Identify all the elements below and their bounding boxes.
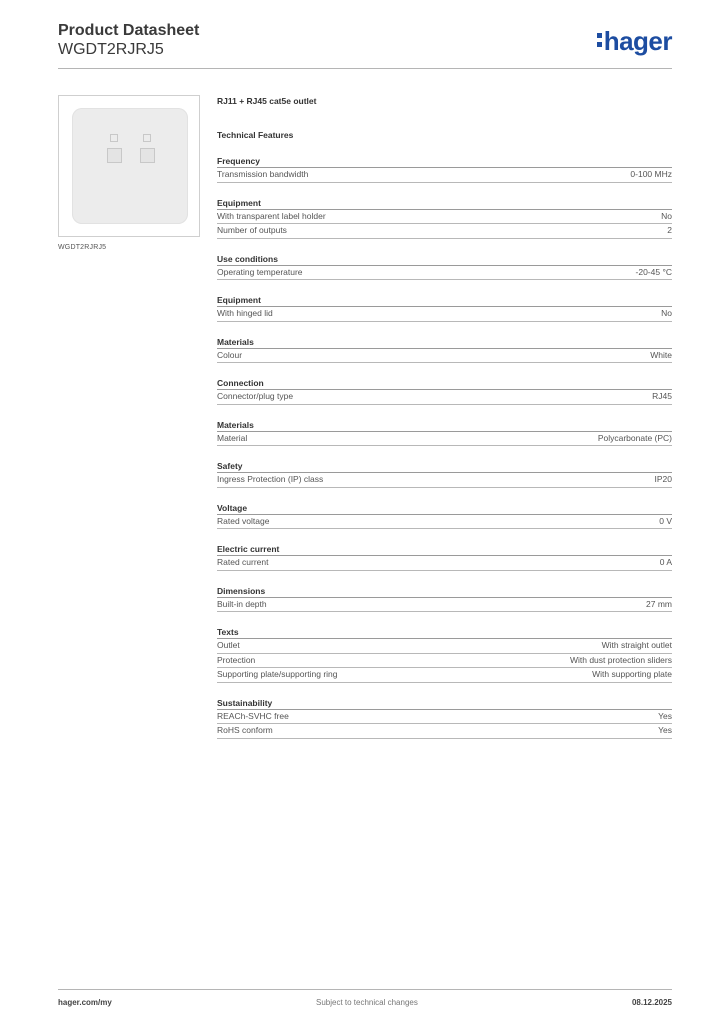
spec-value: 0 A: [659, 557, 672, 567]
outlet-plate-image: [72, 108, 188, 224]
section-title: Connection: [217, 377, 672, 390]
spec-row: [217, 473, 672, 488]
logo-text: hager: [603, 26, 672, 56]
spec-label: With hinged lid: [217, 308, 273, 318]
spec-row: [217, 668, 672, 683]
footer-divider: [58, 989, 672, 990]
spec-value: IP20: [654, 474, 672, 484]
section-title: Safety: [217, 460, 672, 473]
spec-section: [217, 253, 672, 281]
spec-value: With supporting plate: [592, 669, 672, 679]
spec-label: Number of outputs: [217, 225, 287, 235]
technical-features-title: Technical Features: [217, 130, 294, 140]
spec-sections: [217, 155, 672, 739]
section-title: Equipment: [217, 294, 672, 307]
product-code: WGDT2RJRJ5: [58, 41, 164, 58]
rj11-label-icon: [110, 134, 118, 142]
spec-value: Polycarbonate (PC): [597, 432, 672, 443]
spec-section: [217, 155, 672, 183]
spec-value: With dust protection sliders: [569, 654, 672, 665]
product-name: RJ11 + RJ45 cat5e outlet: [217, 96, 317, 106]
spec-label: Material: [217, 432, 248, 443]
spec-row: [217, 556, 672, 571]
spec-row: [217, 224, 672, 239]
section-title: Sustainability: [217, 697, 672, 710]
spec-label: Rated voltage: [217, 515, 270, 526]
spec-label: Rated current: [217, 557, 269, 567]
section-title: Voltage: [217, 502, 672, 515]
hager-logo: [597, 26, 672, 57]
spec-section: [217, 697, 672, 739]
section-title: Materials: [217, 419, 672, 432]
spec-label: Ingress Protection (IP) class: [217, 474, 324, 484]
page-title: Product Datasheet: [58, 22, 200, 39]
spec-row: [217, 639, 672, 654]
footer-notice: Subject to technical changes: [316, 998, 418, 1007]
spec-row: [217, 598, 672, 613]
spec-section: [217, 460, 672, 488]
rj45-socket-icon: [140, 148, 155, 163]
logo-dots-icon: [597, 26, 603, 47]
page-header: [58, 22, 672, 59]
spec-section: [217, 294, 672, 322]
spec-value: 0 V: [659, 515, 672, 526]
spec-value: 0-100 MHz: [630, 169, 672, 179]
spec-section: [217, 585, 672, 613]
spec-label: Protection: [217, 654, 256, 665]
spec-section: [217, 336, 672, 364]
rj11-socket-icon: [107, 148, 122, 163]
section-title: Electric current: [217, 543, 672, 556]
spec-label: Transmission bandwidth: [217, 169, 309, 179]
spec-section: [217, 419, 672, 447]
section-title: Use conditions: [217, 253, 672, 266]
spec-value: No: [661, 210, 672, 221]
spec-value: Yes: [658, 710, 672, 721]
spec-row: [217, 266, 672, 281]
header-divider: [58, 68, 672, 69]
spec-row: [217, 654, 672, 669]
spec-row: [217, 210, 672, 225]
image-caption: WGDT2RJRJ5: [58, 244, 107, 251]
spec-section: [217, 197, 672, 239]
spec-label: Built-in depth: [217, 598, 267, 609]
spec-section: [217, 543, 672, 571]
spec-label: Colour: [217, 349, 243, 360]
spec-value: No: [661, 308, 672, 318]
spec-value: RJ45: [652, 391, 672, 401]
section-title: Materials: [217, 336, 672, 349]
spec-label: Supporting plate/supporting ring: [217, 669, 338, 679]
spec-row: [217, 724, 672, 739]
spec-label: REACh-SVHC free: [217, 710, 289, 721]
section-title: Dimensions: [217, 585, 672, 598]
spec-label: Outlet: [217, 640, 240, 650]
spec-row: [217, 515, 672, 530]
footer-date: 08.12.2025: [631, 998, 672, 1007]
spec-value: Yes: [658, 725, 672, 735]
spec-value: 2: [667, 225, 672, 235]
section-title: Texts: [217, 626, 672, 639]
spec-label: RoHS conform: [217, 725, 273, 735]
spec-value: White: [650, 349, 672, 360]
section-title: Frequency: [217, 155, 672, 168]
spec-value: -20-45 °C: [635, 266, 672, 277]
spec-label: With transparent label holder: [217, 210, 326, 221]
spec-row: [217, 168, 672, 183]
spec-label: Connector/plug type: [217, 391, 294, 401]
website-link[interactable]: hager.com/my: [58, 998, 112, 1007]
spec-row: [217, 710, 672, 725]
spec-row: [217, 432, 672, 447]
spec-row: [217, 390, 672, 405]
spec-label: Operating temperature: [217, 266, 303, 277]
spec-section: [217, 626, 672, 683]
spec-value: 27 mm: [646, 598, 672, 609]
specifications: [217, 95, 672, 739]
spec-value: With straight outlet: [601, 640, 672, 650]
spec-section: [217, 377, 672, 405]
section-title: Equipment: [217, 197, 672, 210]
spec-row: [217, 349, 672, 364]
rj45-label-icon: [143, 134, 151, 142]
product-image: [58, 95, 200, 237]
spec-row: [217, 307, 672, 322]
spec-section: [217, 502, 672, 530]
